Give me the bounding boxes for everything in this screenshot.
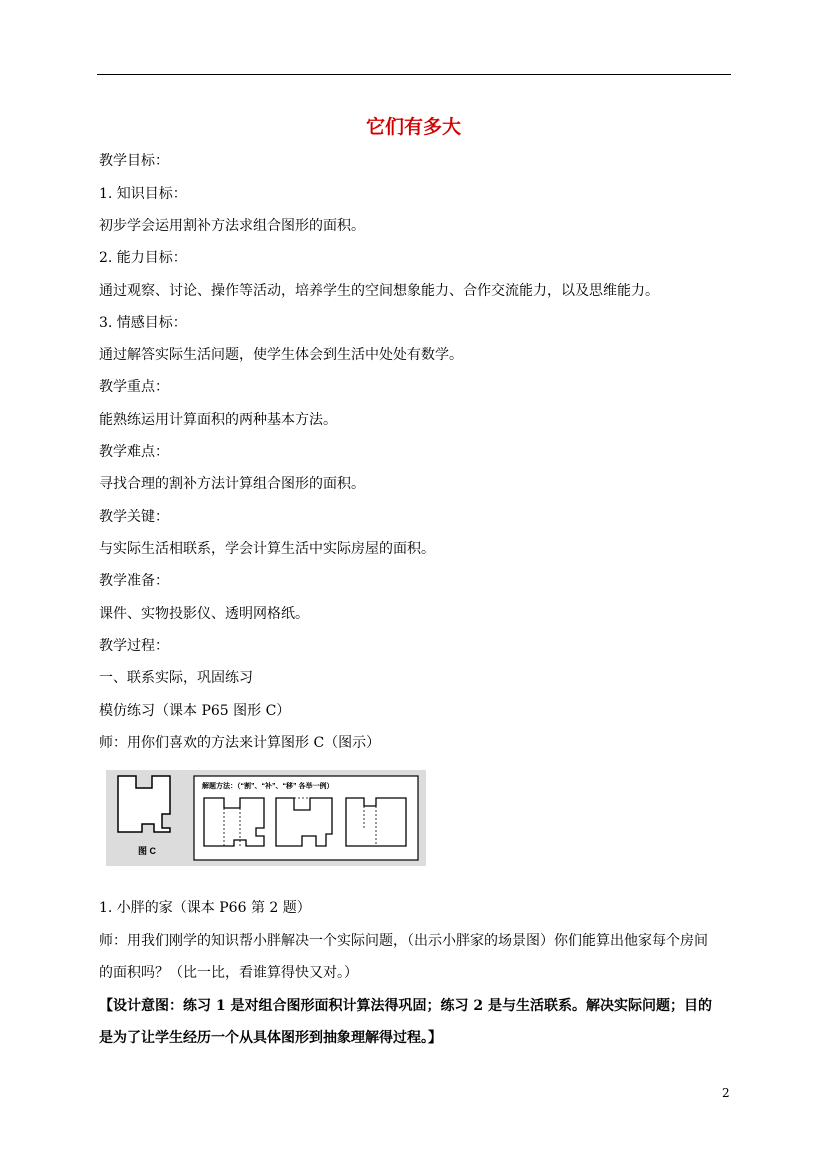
knowledge-goal-text: 初步学会运用割补方法求组合图形的面积。	[99, 218, 365, 234]
process-heading: 教学过程：	[99, 638, 169, 654]
figure-c-diagram	[106, 770, 426, 866]
section-objectives-heading: 教学目标：	[99, 153, 169, 169]
preparation-text: 课件、实物投影仪、透明网格纸。	[99, 606, 309, 622]
page-number: 2	[722, 1086, 730, 1100]
key-points-text: 能熟练运用计算面积的两种基本方法。	[99, 412, 337, 428]
key-points-heading: 教学重点：	[99, 379, 169, 395]
header-rule	[97, 74, 731, 75]
emotion-goal-heading: 3. 情感目标：	[99, 315, 187, 331]
difficulties-heading: 教学难点：	[99, 444, 169, 460]
page-title: 它们有多大	[365, 116, 461, 138]
exercise-one-text-2: 的面积吗？（比一比，看谁算得快又对。）	[99, 965, 358, 981]
preparation-heading: 教学准备：	[99, 573, 169, 589]
imitation-exercise: 模仿练习（课本 P65 图形 C）	[99, 703, 291, 719]
key-heading: 教学关键：	[99, 509, 169, 525]
ability-goal-heading: 2. 能力目标：	[99, 250, 187, 266]
design-note-line-1: 【设计意图：练习 1 是对组合图形面积计算法得巩固；练习 2 是与生活联系。解决实际问题；目的	[99, 998, 712, 1014]
key-text: 与实际生活相联系，学会计算生活中实际房屋的面积。	[99, 541, 435, 557]
ability-goal-text: 通过观察、讨论、操作等活动，培养学生的空间想象能力、合作交流能力，以及思维能力。	[99, 283, 659, 299]
methods-label: 解题方法：（“割”、“补”、“移” 各举一例）	[202, 783, 334, 790]
knowledge-goal-heading: 1. 知识目标：	[99, 186, 187, 202]
emotion-goal-text: 通过解答实际生活问题，使学生体会到生活中处处有数学。	[99, 347, 463, 363]
figure-c-svg	[106, 770, 426, 866]
exercise-one-heading: 1. 小胖的家（课本 P66 第 2 题）	[99, 900, 311, 916]
teacher-instruction: 师：用你们喜欢的方法来计算图形 C（图示）	[99, 735, 381, 751]
exercise-one-text-1: 师：用我们刚学的知识帮小胖解决一个实际问题，（出示小胖家的场景图）你们能算出他家每个房间	[99, 933, 708, 949]
step-one-heading: 一、联系实际，巩固练习	[99, 670, 253, 686]
design-note-line-2: 是为了让学生经历一个从具体图形到抽象理解得过程。】	[99, 1030, 442, 1046]
figure-c-caption: 图 C	[138, 846, 157, 856]
difficulties-text: 寻找合理的割补方法计算组合图形的面积。	[99, 476, 365, 492]
